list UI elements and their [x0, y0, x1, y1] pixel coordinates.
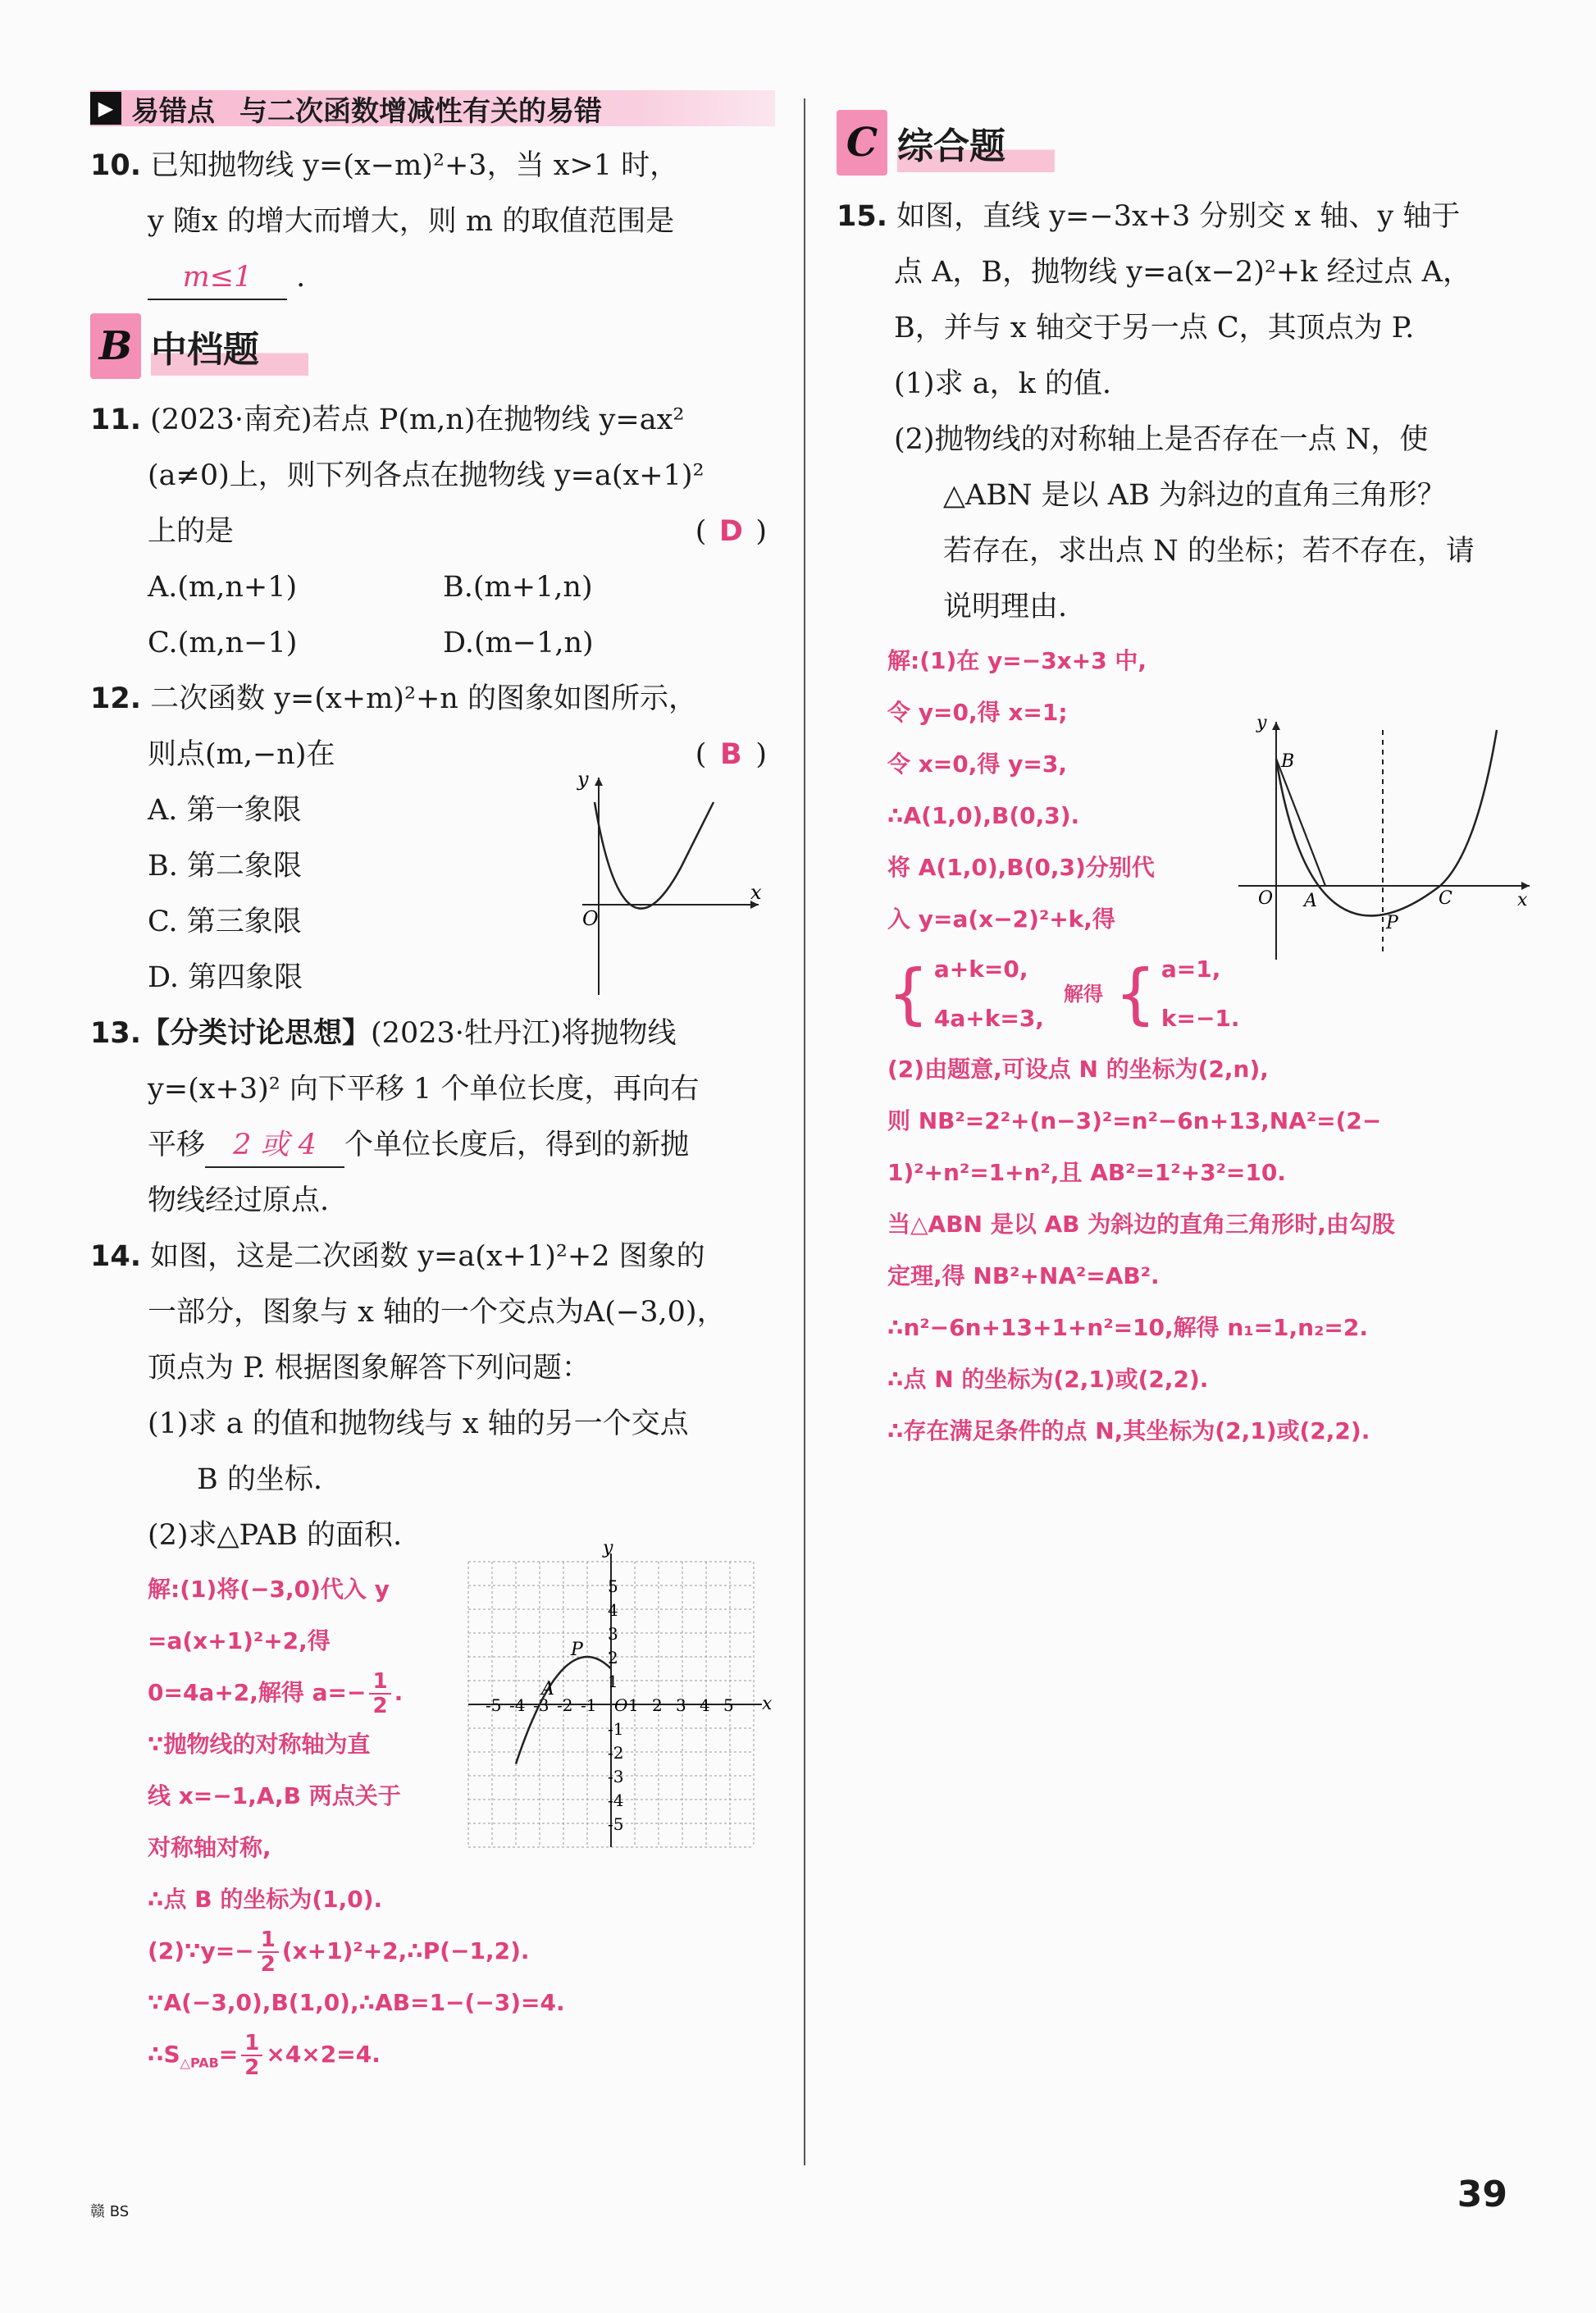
- level-c-header: C 综合题: [837, 107, 1521, 179]
- page-number: 39: [1457, 2174, 1507, 2215]
- column-divider: [804, 98, 805, 2165]
- answer-choice: B: [720, 738, 742, 771]
- x-tick-label: 4: [700, 1695, 710, 1715]
- y-tick-label: 3: [608, 1624, 618, 1644]
- answer-choice: D: [718, 515, 743, 548]
- x-tick-label: 3: [676, 1695, 686, 1715]
- banner-label: 易错点: [131, 94, 215, 128]
- question-14: 14. 如图，这是二次函数 y=a(x+1)²+2 图象的 一部分，图象与 x 轴的一个交点为A(−3,0)， 顶点为 P. 根据图象解答下列问题： (1)求 a 的值和抛物线与 x 轴的另一个交点 B 的坐标. (2)求△PAB 的面积. 解:(1)将(−3,0)代入 y =a(x+1)²+2,得 0=4a+2,解得 a=− $\frac{1}{2}$ . ∵抛物线的对称轴为直 线 x=−1,A,B 两点关于 对称轴对称, ∴点 B 的坐标为(1,0). (2)∵y=− $\frac{1}{2}$ (x+1)²+2,∴P(−1,2). ∵A(−3,0),B(1,0),∴AB=1−(−3)=4. $\therefore S_{\triangle PAB}=$ $\frac{1}{2}$ ×4×2=4. -5 -4 -3 -2 -1 1 2 3 4 5 5 4 3 2 1 -1 -2 -3 -4 -5 x y O P A: [90, 1229, 775, 2089]
- level-b-header: B 中档题: [90, 310, 775, 382]
- point-a-label: A: [1304, 891, 1317, 911]
- edition-footer: 赣 BS: [90, 2203, 130, 2220]
- question-11: 11. (2023·南充)若点 P(m,n)在抛物线 y=ax² (a≠0)上，则下列各点在抛物线 y=a(x+1)² 上的是 ( D ) A.(m,n+1) B.(m+1,n) C.(m,n−1) D.(m−1,n): [90, 404, 767, 659]
- point-a-label: A: [541, 1679, 554, 1699]
- question-15: 15. 如图，直线 y=−3x+3 分别交 x 轴、y 轴于 点 A，B，抛物线 y=a(x−2)²+k 经过点 A， B，并与 x 轴交于另一点 C，其顶点为 P. (1)求 a，k 的值. (2)抛物线的对称轴上是否存在一点 N，使 △ABN 是以 AB 为斜边的直角三角形？ 若存在，求出点 N 的坐标；若不存在，请 说明理由. 解:(1)在 y=−3x+3 中, 令 y=0,得 x=1; 令 x=0,得 y=3, ∴A(1,0),B(0,3). 将 A(1,0),B(0,3)分别代 入 y=a(x−2)²+k,得 { a+k=0, 4a+k=3, 解得 { a=1, k=−1. (2)由题意,可设点 N 的坐标为(2,n), 则 NB²=2²+(n−3)²=n²−6n+13,NA²=(2− 1)²+n²=1+n²,且 AB²=1²+3²=10. 当△ABN 是以 AB 为斜边的直角三角形时,由勾股 定理,得 NB²+NA²=AB². ∴n²−6n+13+1+n²=10,解得 n₁=1,n₂=2. ∴点 N 的坐标为(2,1)或(2,2). ∴存在满足条件的点 N,其坐标为(2,1)或(2,2). O A B C P x y: [837, 189, 1521, 1457]
- x-tick-label: 1: [628, 1695, 639, 1715]
- q15-graph: [1238, 714, 1534, 960]
- y-tick-label: -4: [608, 1791, 624, 1810]
- right-column: [837, 90, 1528, 1457]
- y-axis-label: y: [577, 768, 589, 791]
- x-tick-label: 2: [652, 1695, 663, 1715]
- origin-label: O: [582, 907, 599, 930]
- x-tick-label: -3: [533, 1695, 549, 1715]
- y-axis-label: y: [1256, 713, 1267, 733]
- x-tick-label: -5: [486, 1695, 502, 1715]
- x-tick-label: -4: [509, 1695, 526, 1715]
- answer-blank: m≤1: [148, 256, 287, 300]
- play-icon: ▶: [90, 92, 121, 125]
- y-tick-label: -3: [608, 1767, 624, 1786]
- y-tick-label: -2: [608, 1743, 624, 1763]
- fraction: $\frac{1}{2}$: [369, 1670, 390, 1718]
- y-tick-label: 5: [608, 1576, 618, 1596]
- x-axis-label: x: [750, 881, 762, 904]
- question-13: 13.【分类讨论思想】(2023·牡丹江)将抛物线 y=(x+3)² 向下平移 1 个单位长度，再向右 平移 2 或 4 个单位长度后，得到的新抛 物线经过原点.: [90, 1017, 700, 1217]
- point-c-label: C: [1439, 888, 1452, 909]
- left-column: [90, 90, 775, 2089]
- equation-system: { a+k=0, 4a+k=3, 解得 { a=1, k=−1.: [887, 956, 1240, 1032]
- y-tick-label: -1: [608, 1719, 624, 1739]
- q15-solution: 解:(1)在 y=−3x+3 中, 令 y=0,得 x=1; 令 x=0,得 y=3, ∴A(1,0),B(0,3). 将 A(1,0),B(0,3)分别代 入 y=a(x−2)²+k,得 { a+k=0, 4a+k=3, 解得 { a=1, k=−1. (2)由题意,可设点 N 的坐标为(2,n), 则 NB²=2²+(n−3)²=n²−6n+13,NA²=(2− 1)²+n²=1+n²,且 AB²=1²+3²=10. 当△ABN 是以 AB 为斜边的直角三角形时,由勾股 定理,得 NB²+NA²=AB². ∴n²−6n+13+1+n²=10,解得 n₁=1,n₂=2. ∴点 N 的坐标为(2,1)或(2,2). ∴存在满足条件的点 N,其坐标为(2,1)或(2,2).: [887, 647, 1395, 1444]
- origin-label: O: [1258, 888, 1274, 909]
- y-tick-label: 4: [608, 1600, 618, 1620]
- question-10: 10. 已知抛物线 y=(x−m)²+3，当 x>1 时， y 随x 的增大而增大，则 m 的取值范围是 m≤1 .: [90, 138, 775, 305]
- q14-solution: 解:(1)将(−3,0)代入 y =a(x+1)²+2,得 0=4a+2,解得 a=− $\frac{1}{2}$ . ∵抛物线的对称轴为直 线 x=−1,A,B 两点关于 对称轴对称, ∴点 B 的坐标为(1,0).: [148, 1576, 404, 1913]
- error-prone-banner: [90, 90, 775, 126]
- x-tick-label: -2: [557, 1695, 573, 1715]
- point-p-label: P: [571, 1640, 583, 1660]
- x-tick-label: 5: [723, 1695, 734, 1715]
- y-tick-label: 1: [608, 1672, 618, 1691]
- y-axis-label: y: [603, 1538, 613, 1558]
- answer-blank: 2 或 4: [205, 1124, 344, 1168]
- origin-label: O: [614, 1695, 628, 1715]
- banner-topic: 与二次函数增减性有关的易错: [239, 94, 602, 128]
- x-axis-label: x: [762, 1694, 773, 1714]
- fraction: $\frac{1}{2}$: [258, 1928, 279, 1976]
- x-axis-label: x: [1517, 890, 1528, 910]
- q14-solution-2: (2)∵y=− $\frac{1}{2}$ (x+1)²+2,∴P(−1,2). ∵A(−3,0),B(1,0),∴AB=1−(−3)=4. $\therefore S_{\triangle PAB}=$ $\frac{1}{2}$ ×4×2=4.: [148, 1928, 565, 2080]
- x-tick-label: -1: [581, 1695, 597, 1715]
- y-tick-label: -5: [608, 1814, 624, 1834]
- fraction: $\frac{1}{2}$: [241, 2032, 262, 2079]
- y-tick-label: 2: [608, 1648, 618, 1667]
- point-b-label: B: [1281, 751, 1295, 772]
- question-12: 12. 二次函数 y=(x+m)²+n 的图象如图所示， 则点(m,−n)在 ( B ) A. 第一象限 B. 第二象限 C. 第三象限 D. 第四象限 O x y: [90, 671, 775, 1006]
- q12-graph: [566, 769, 763, 999]
- q14-grid-graph: [476, 1538, 773, 1852]
- point-p-label: P: [1386, 913, 1398, 933]
